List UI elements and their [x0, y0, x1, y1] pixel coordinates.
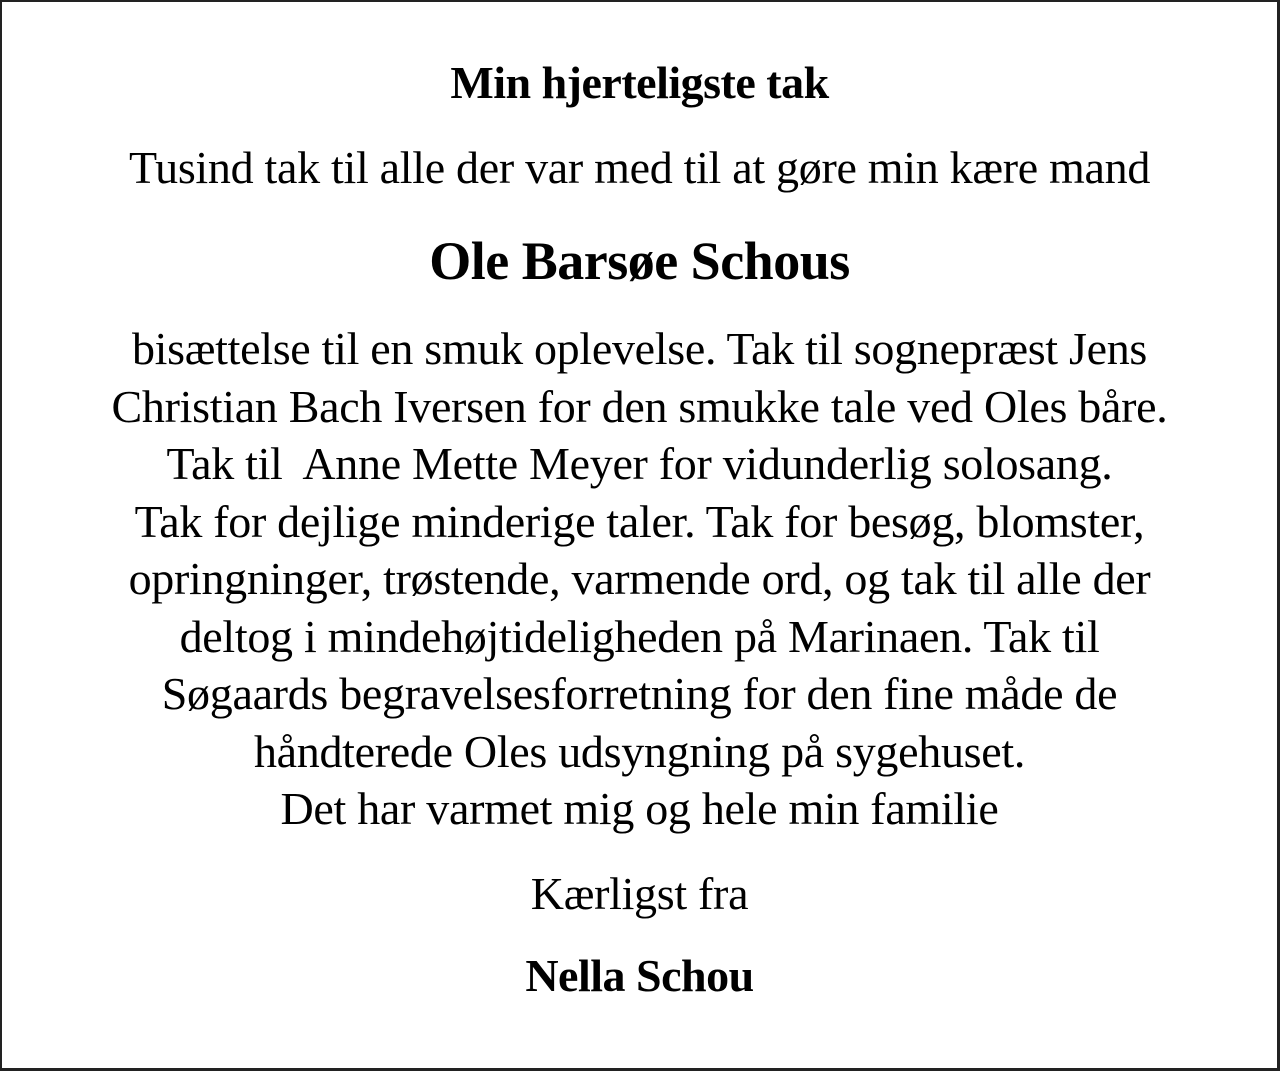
body-line: håndterede Oles udsyngning på sygehuset.	[253, 725, 1026, 777]
body-line: Det har varmet mig og hele min familie	[280, 783, 999, 834]
body-line: bisættelse til en smuk oplevelse. Tak til sognepræst Jens	[131, 323, 1148, 374]
deceased-name: Ole Barsøe Schous	[429, 231, 850, 291]
notice-body	[2, 320, 1277, 838]
body-line: Tak til Anne Mette Meyer for vidunderlig solosang.	[166, 438, 1113, 489]
signature: Nella Schou	[525, 950, 754, 1001]
notice-heading: Min hjerteligste tak	[450, 57, 829, 108]
body-line: opringninger, trøstende, varmende ord, og tak til alle der	[128, 553, 1151, 604]
body-line: Christian Bach Iversen for den smukke tale ved Oles båre.	[111, 380, 1168, 432]
closing-phrase: Kærligst fra	[530, 868, 749, 919]
body-line: deltog i mindehøjtideligheden på Marinaen. Tak til	[179, 610, 1100, 662]
body-line: Søgaards begravelsesforretning for den fine måde de	[161, 668, 1118, 719]
notice-intro: Tusind tak til alle der var med til at gøre min kære mand	[128, 142, 1151, 193]
body-line: Tak for dejlige minderige taler. Tak for besøg, blomster,	[134, 495, 1145, 547]
